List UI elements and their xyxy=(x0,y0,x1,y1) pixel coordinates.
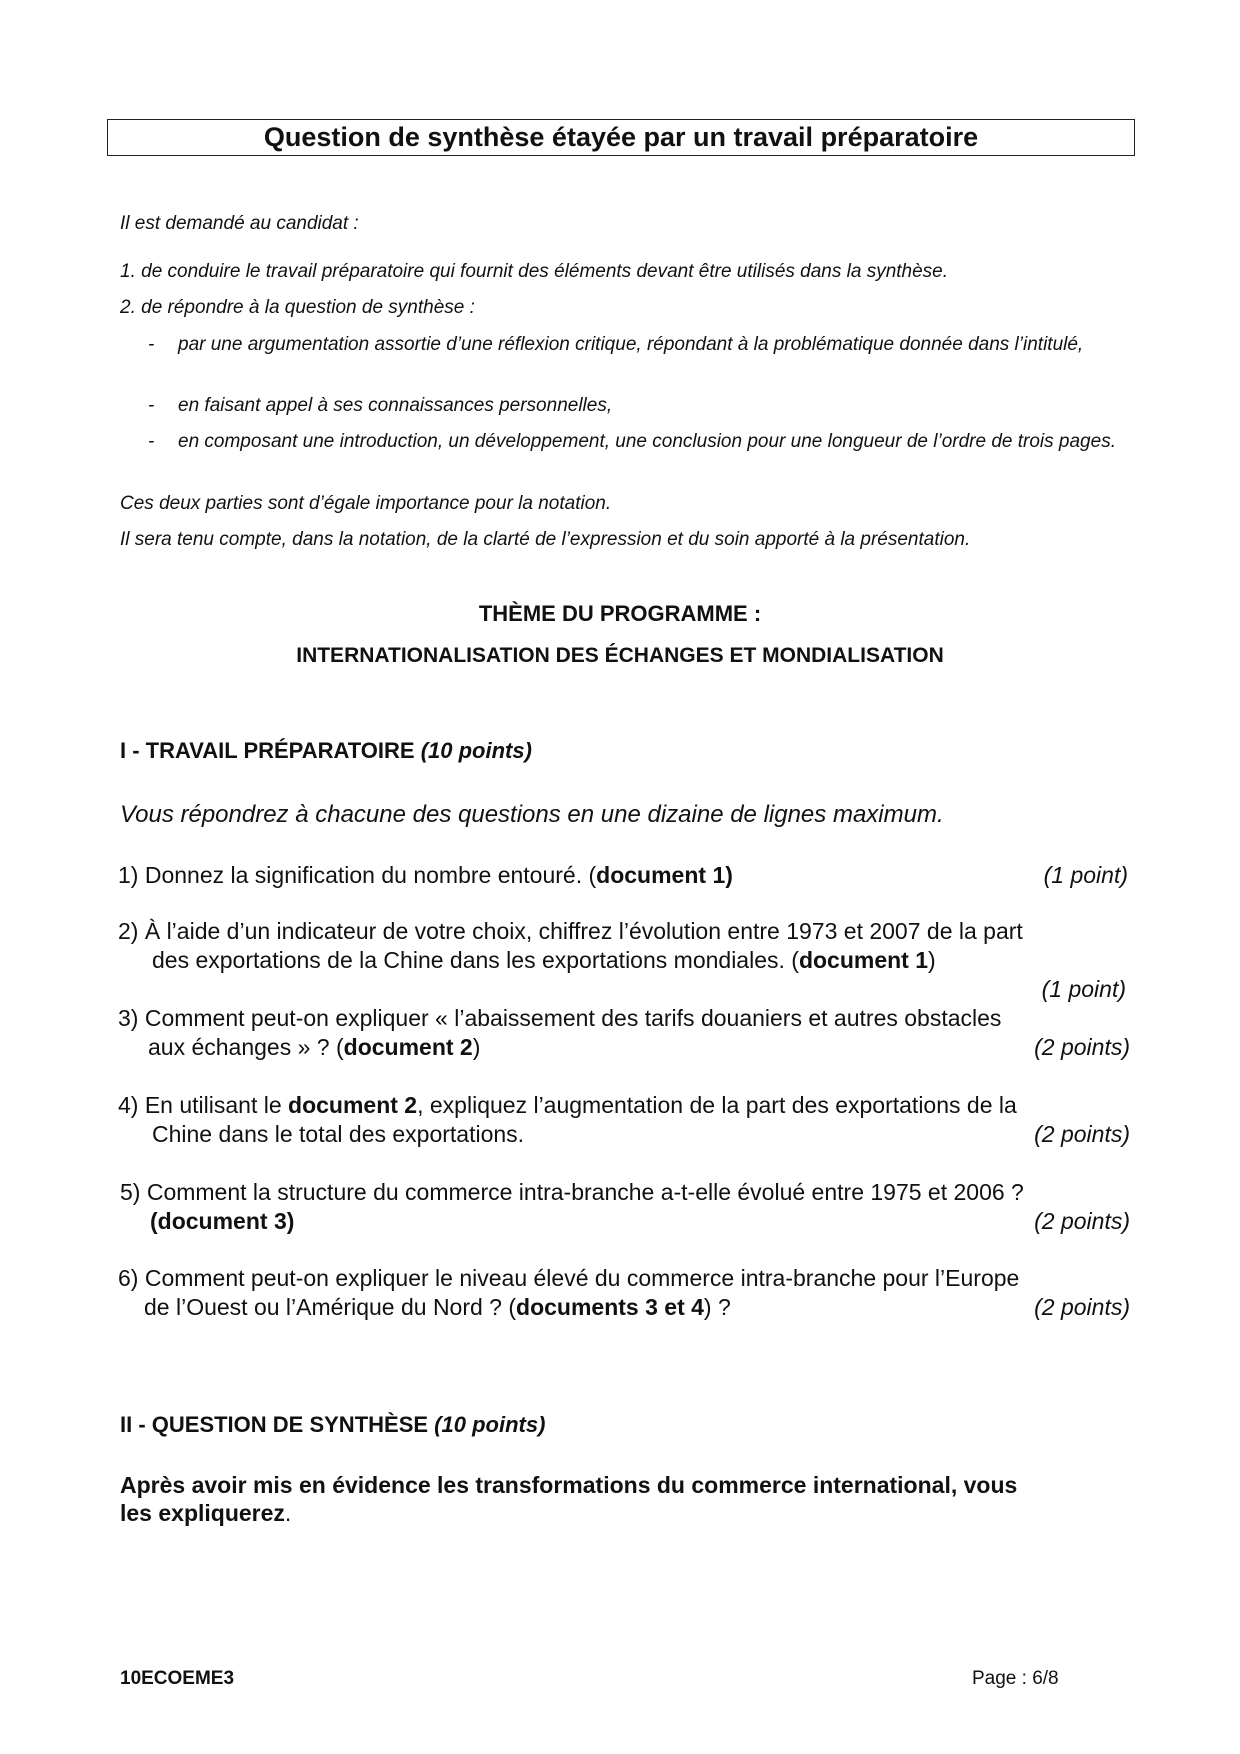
theme-label: THÈME DU PROGRAMME : xyxy=(478,601,762,626)
bullet-dash: - xyxy=(148,431,155,452)
bullet-text: en faisant appel à ses connaissances personnelles, xyxy=(178,395,613,416)
question-2-points: (1 point) xyxy=(1041,976,1126,1002)
theme-value: INTERNATIONALISATION DES ÉCHANGES ET MONDIALISATION xyxy=(296,644,944,667)
question-3-line-2-end: ) xyxy=(472,1034,481,1060)
part2-heading-text: II - QUESTION DE SYNTHÈSE xyxy=(120,1412,429,1437)
synthesis-question xyxy=(120,1471,1130,1527)
part1-heading xyxy=(120,738,532,764)
bullet-dash: - xyxy=(148,395,155,416)
part1-points: (10 points) xyxy=(420,738,532,763)
instruction-note-1: Ces deux parties sont d’égale importance pour la notation. xyxy=(120,493,612,514)
bullet-dash: - xyxy=(148,334,155,355)
instruction-item-2: 2. de répondre à la question de synthèse : xyxy=(120,297,475,318)
question-4 xyxy=(118,1091,1130,1149)
question-6-points: (2 points) xyxy=(1034,1294,1130,1320)
question-1 xyxy=(118,861,1130,890)
question-6 xyxy=(118,1264,1130,1322)
question-3-line-1: 3) Comment peut-on expliquer « l’abaissement des tarifs douaniers et autres obstacles xyxy=(118,1005,1002,1031)
footer-code: 10ECOEME3 xyxy=(120,1668,235,1689)
question-5 xyxy=(120,1178,1130,1236)
synthesis-question-line-2: les expliquerez xyxy=(120,1500,285,1526)
synthesis-question-end: . xyxy=(284,1500,292,1526)
bullet-text: en composant une introduction, un développement, une conclusion pour une longueur de l’ordre de trois pages. xyxy=(178,431,1116,452)
instructions-intro: Il est demandé au candidat : xyxy=(120,213,359,234)
question-2-line-2-end: ) xyxy=(928,947,936,973)
instruction-bullet xyxy=(148,333,1130,383)
question-4-line-1: 4) En utilisant le xyxy=(118,1092,289,1118)
question-6-line-2: de l’Ouest ou l’Amérique du Nord ? ( xyxy=(144,1294,517,1320)
question-2-line-1: 2) À l’aide d’un indicateur de votre choix, chiffrez l’évolution entre 1973 et 2007 de la part xyxy=(118,918,1023,944)
instruction-bullet xyxy=(148,430,1130,480)
question-2-line-2: des exportations de la Chine dans les exportations mondiales. ( xyxy=(152,947,799,973)
question-1-points: (1 point) xyxy=(1043,862,1128,888)
question-1-text: 1) Donnez la signification du nombre entouré. ( xyxy=(118,862,597,888)
instruction-bullet xyxy=(148,394,1130,420)
question-2-ref: document 1 xyxy=(798,947,929,973)
question-2 xyxy=(118,917,1130,1000)
question-3-points: (2 points) xyxy=(1034,1034,1130,1060)
part2-heading xyxy=(120,1412,545,1438)
question-5-line-1: 5) Comment la structure du commerce intra-branche a-t-elle évolué entre 1975 et 2006 ? xyxy=(120,1179,1024,1205)
question-6-line-1: 6) Comment peut-on expliquer le niveau élevé du commerce intra-branche pour l’Europe xyxy=(118,1265,1020,1291)
question-5-points: (2 points) xyxy=(1034,1208,1130,1234)
question-4-line-2: Chine dans le total des exportations. xyxy=(152,1121,525,1147)
question-6-ref: documents 3 et 4 xyxy=(516,1294,704,1320)
bullet-text: par une argumentation assortie d’une réflexion critique, répondant à la problématique donnée dans l’intitulé, xyxy=(178,334,1084,355)
part2-points: (10 points) xyxy=(434,1412,546,1437)
question-4-points: (2 points) xyxy=(1034,1121,1130,1147)
page-title: Question de synthèse étayée par un travail préparatoire xyxy=(107,119,1135,156)
question-6-line-2-end: ) ? xyxy=(703,1294,731,1320)
question-4-line-1-end: , expliquez l’augmentation de la part des exportations de la xyxy=(417,1092,1017,1118)
part1-intro: Vous répondrez à chacune des questions en une dizaine de lignes maximum. xyxy=(120,801,944,828)
question-1-ref: document 1) xyxy=(596,862,733,888)
instruction-item-1: 1. de conduire le travail préparatoire qui fournit des éléments devant être utilisés dans la synthèse. xyxy=(120,261,949,282)
question-3-line-2: aux échanges » ? ( xyxy=(148,1034,344,1060)
part1-heading-text: I - TRAVAIL PRÉPARATOIRE xyxy=(120,738,415,763)
synthesis-question-line-1: Après avoir mis en évidence les transformations du commerce international, vous xyxy=(120,1472,1018,1498)
question-3-ref: document 2 xyxy=(343,1034,473,1060)
question-3 xyxy=(118,1004,1130,1062)
question-4-ref: document 2 xyxy=(288,1092,418,1118)
footer-page-number: Page : 6/8 xyxy=(972,1668,1059,1689)
question-5-ref: (document 3) xyxy=(150,1208,295,1234)
instruction-note-2: Il sera tenu compte, dans la notation, de la clarté de l’expression et du soin apporté à la présentation. xyxy=(120,529,971,550)
